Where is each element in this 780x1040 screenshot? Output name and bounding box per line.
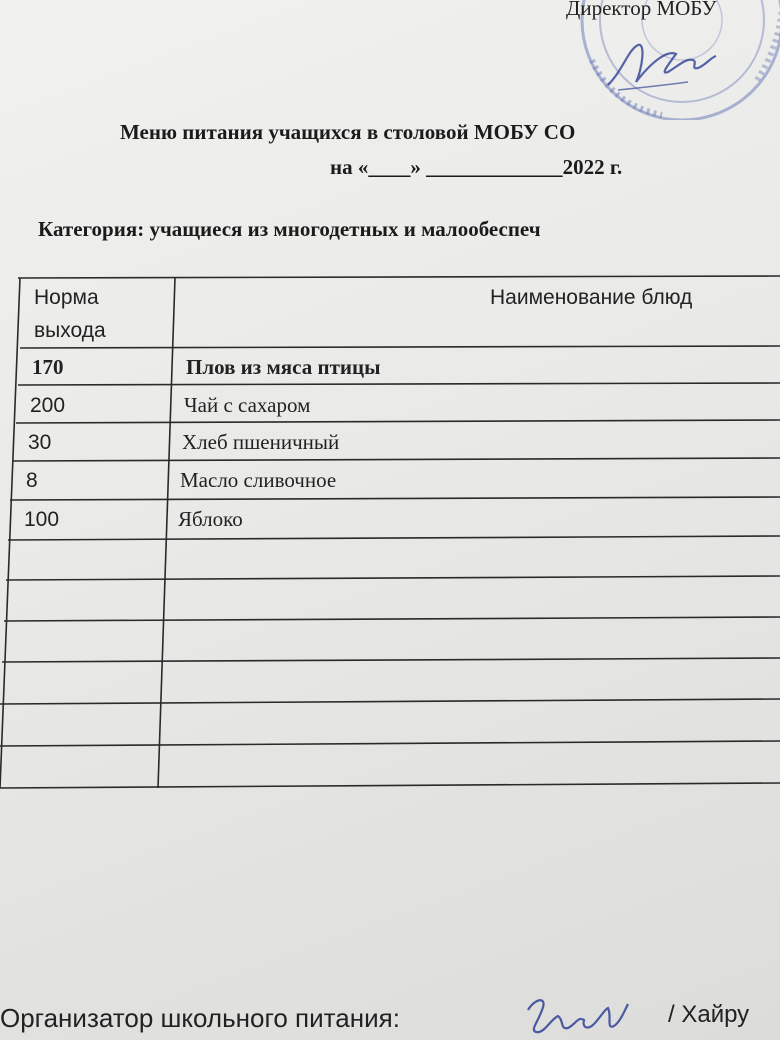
organizer-label: Организатор школьного питания: — [0, 1003, 400, 1033]
row-5-dish: Яблоко — [178, 507, 243, 531]
category-line: Категория: учащиеся из многодетных и малообеспеч — [38, 217, 541, 241]
row-5-norm: 100 — [24, 508, 60, 531]
row-3-dish: Хлеб пшеничный — [182, 430, 340, 454]
date-line: на «____» _____________2022 г. — [330, 155, 623, 179]
director-label: Директор МОБУ — [566, 0, 717, 20]
menu-title: Меню питания учащихся в столовой МОБУ СО — [120, 120, 576, 144]
row-1-norm: 170 — [32, 355, 64, 379]
row-1-dish: Плов из мяса птицы — [186, 355, 381, 379]
row-2-norm: 200 — [30, 394, 66, 417]
organizer-name: / Хайру — [668, 1001, 750, 1028]
column-header-dish: Наименование блюд — [490, 286, 693, 309]
row-2-dish: Чай с сахаром — [184, 393, 311, 417]
row-3-norm: 30 — [28, 431, 52, 454]
row-4-dish: Масло сливочное — [180, 468, 337, 492]
organizer-signature-icon — [520, 990, 630, 1040]
column-header-norm-line-1: Норма — [34, 286, 99, 309]
column-header-norm-line-2: выхода — [34, 319, 106, 342]
row-4-norm: 8 — [26, 469, 38, 492]
